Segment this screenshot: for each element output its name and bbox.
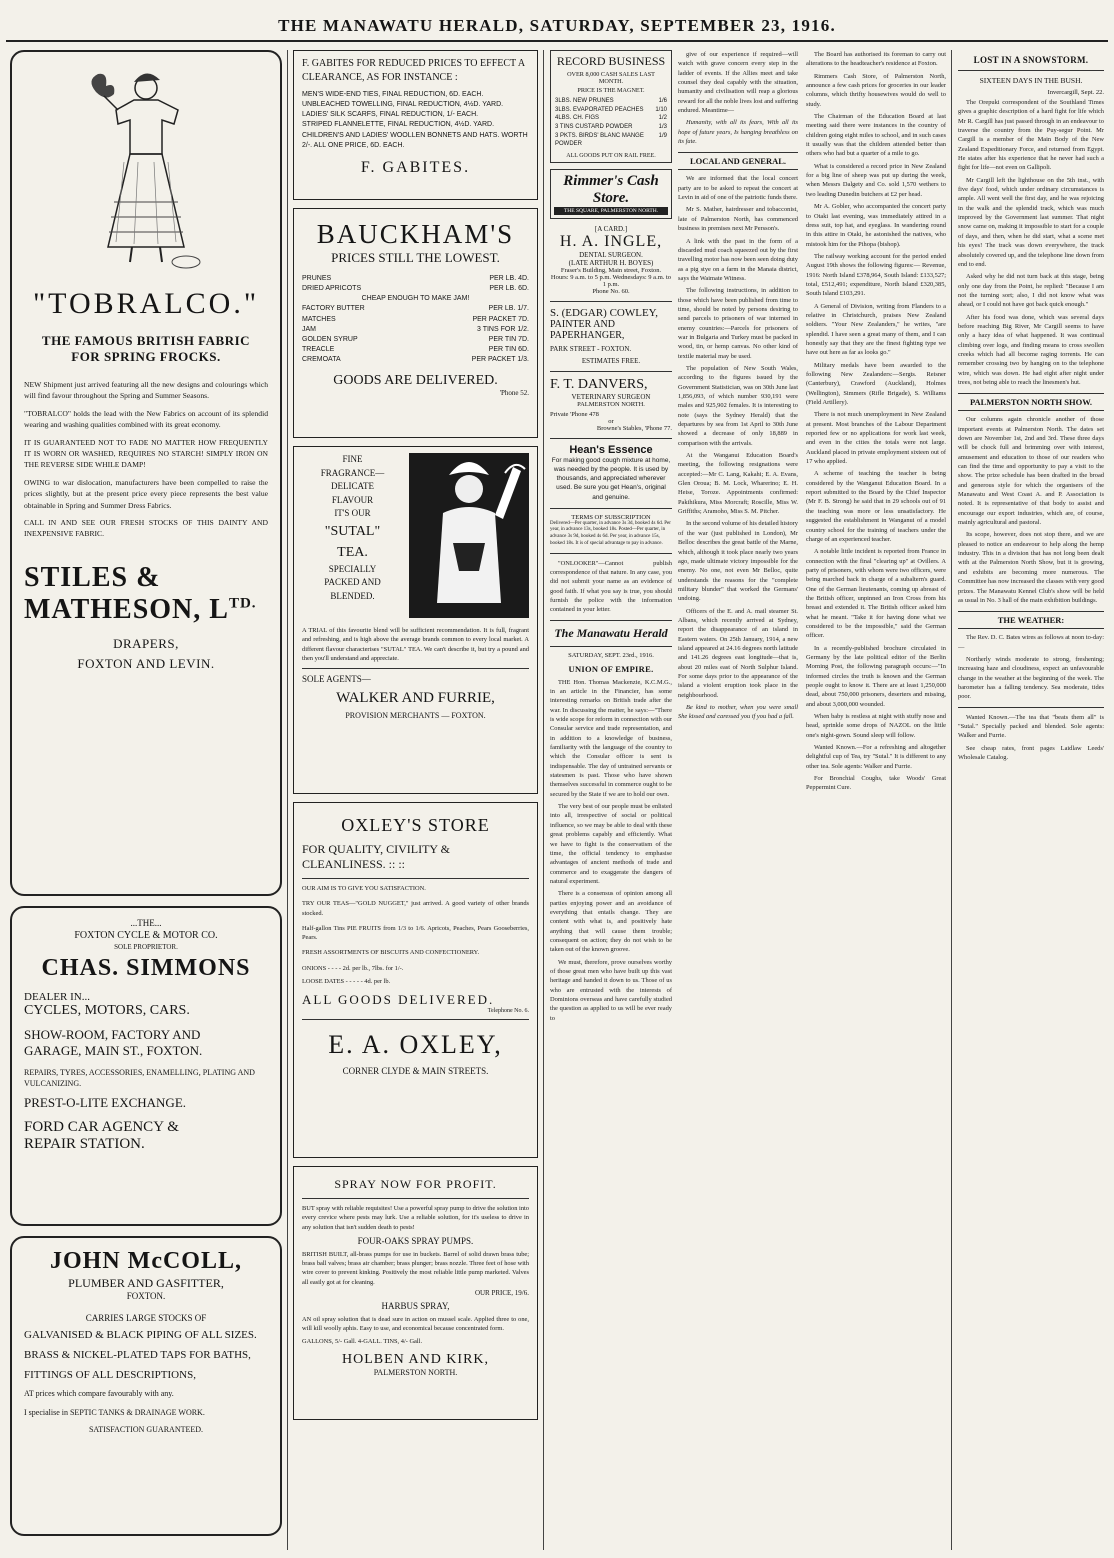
col4-item-8: Military medals have been awarded to the following New Zealanders:—Sergts. Reisner (Canterbury), Crawford (Auckland), Holmes (Wellington), Simmers (Rifle Brigade), S. Williams (Field Artillery). — [806, 361, 946, 407]
record-price-row — [555, 106, 667, 115]
col4-item-1: The Board has authorised its foreman to carry out alterations to the headteacher's residence at Foxton. — [806, 51, 946, 68]
onlooker-notice: "ONLOOKER"—Cannot publish correspondence of that nature. In any case, you did not submit your name as an evidence of good faith. If what you say is true, you should furnish the police with the information contained in your letter. — [550, 559, 672, 614]
oxley-dates: LOOSE DATES - - - - - 4d. per lb. — [302, 977, 391, 985]
bauckham-price-list — [302, 274, 529, 365]
sutal-agents-label: SOLE AGENTS— — [302, 674, 371, 685]
record-price-row-price: 1/2 — [658, 115, 667, 122]
bauckham-price-row — [302, 345, 529, 355]
column-3a — [550, 50, 672, 1550]
local-item-1: We are informed that the local concert party are to be asked to repeat the concert at Levin in aid of one of the patriotic funds there. — [678, 175, 798, 202]
record-price-row-label: 3LBS. NEW PRUNES — [555, 98, 614, 104]
snowstorm-heading: LOST IN A SNOWSTORM. — [973, 55, 1089, 65]
column-1 — [10, 50, 282, 1550]
rimmers-wordmark: Rimmer's Cash Store. — [563, 173, 659, 207]
divider — [958, 70, 1104, 71]
record-rail: ALL GOODS PUT ON RAIL FREE. — [566, 153, 656, 160]
stiles-drapers: DRAPERS, — [113, 636, 179, 652]
snowstorm-subheading: SIXTEEN DAYS IN THE BUSH. — [979, 76, 1083, 85]
col4-item-9: There is not much unemployment in New Zealand at present. Most branches of the Labour Department reported few or no applications for work last week, and even in the cities the totals were not large. Auckland placed in private employment sixteen out of 17 who applied. — [806, 411, 946, 466]
record-price-row — [555, 114, 667, 123]
record-price-row-price: 1/6 — [658, 98, 667, 104]
gabites-item: LADIES' SILK SCARFS, FINAL REDUCTION, 1/- EACH. — [302, 111, 479, 119]
cowley-ad — [550, 307, 672, 365]
record-price-row-price: 1/3 — [658, 124, 667, 131]
local-item-7: In the second volume of his detailed history of the war (just published in London), Mr Belloc describes the great battle of the Marne, which, although it took place nearly two years ago, made ultimate victory impossible for the enemy. No one, not even Mr Belloc, quite understands the reasons for the "complete military blunder" that worked the Germans' undoing. — [678, 520, 798, 603]
bauckham-price-row-label: GOLDEN SYRUP — [302, 335, 358, 343]
weather-para-2: Northerly winds moderate to strong, freshening; increasing haze and cloudiness, expect an unfavourable change in the weather at the beginning of the week. The barometer has a falling tendency. Sea moderate, tides poor. — [958, 655, 1104, 701]
harbus-prices: GALLONS, 5/- Gall. 4-GALL. TINS, 4/- Gall. — [302, 1337, 423, 1345]
record-heading: RECORD BUSINESS — [556, 54, 666, 68]
bauckham-price-row-price: PER PACKET 1/3. — [471, 356, 529, 364]
gabites-item: UNBLEACHED TOWELLING, FINAL REDUCTION, 4½D. YARD. — [302, 101, 504, 109]
danvers-private-phone: Private 'Phone 478 — [550, 411, 599, 419]
bauckham-tagline: PRICES STILL THE LOWEST. — [331, 250, 500, 265]
oxley-pie-fruits: Half-gallon Tins PIE FRUITS from 1/3 to 1/6. Apricots, Peaches, Pears Gooseberries, Pears. — [302, 924, 529, 942]
simmons-ford-1: FORD CAR AGENCY & — [24, 1118, 179, 1135]
danvers-stables-phone: Browne's Stables, 'Phone 77. — [596, 425, 672, 433]
tobralco-tagline-2: FOR SPRING FROCKS. — [71, 349, 221, 364]
bauckham-name: BAUCKHAM'S — [316, 219, 515, 249]
hean-ad — [550, 444, 672, 501]
terms-body: Delivered—Per quarter, in advance 3s 3d, booked 4s 6d. Per year, in advance 13s, booked 18s. Posted—Per quarter, in advance 3s 9d, booked 4s 6d. Per year, in advance 15s, booked 18s. It is of special advantage to pay in advance. — [550, 520, 671, 546]
local-item-5: The population of New South Wales, according to the figures issued by the Government Statistician, was on 30th June last 1,856,093, of which number 930,191 were males and 925,902 females. It is interesting to note (says the Sydney Herald) that the departures by sea from 1st April to 30th June showed a decrease of only 18,889 in comparison with the arrivals. — [678, 364, 798, 447]
column-2 — [293, 50, 538, 1550]
record-business-ad — [550, 50, 672, 163]
oxley-divider-2 — [302, 1019, 529, 1020]
local-item-3: A link with the past in the form of a discarded mud coach squeezed out by the first travelling motor has now been seen doing duty as a pig stye on a farm in the Manaia district, says the Waimate Witness. — [678, 237, 798, 282]
weather-heading: THE WEATHER: — [958, 611, 1104, 629]
bauckham-price-row-label: PRUNES — [302, 275, 332, 282]
oxley-delivered: ALL GOODS DELIVERED. — [302, 992, 495, 1008]
record-price-row-price: 1/10 — [655, 106, 667, 113]
divider — [550, 553, 672, 554]
record-magnet: PRICE IS THE MAGNET. — [577, 87, 645, 94]
bauckham-delivered: GOODS ARE DELIVERED. — [333, 373, 498, 389]
oxley-tagline-1: FOR QUALITY, CIVILITY & — [302, 842, 450, 856]
ingle-card: [A CARD.] — [594, 225, 628, 234]
oxley-biscuits: FRESH ASSORTMENTS OF BISCUITS AND CONFECTIONERY. — [302, 949, 480, 957]
divider — [550, 438, 672, 439]
union-para-3: There is a consensus of opinion among all parties enjoying power and an avoidance of everything that entails change. They are content with what is, and positively hate anything that will cause them trouble; consequent on action; they do not wish to be taken out of the known groove. — [550, 890, 672, 954]
col4-item-12: In a recently-published brochure circulated in Germany by the late political editor of the Berlin Morning Post, the following paragraph occurs:—"In informed circles the truth is known and the German people ought to know it. There are at least 1,250,000 dead, about 750,000 prisoners, deserters and missing, and about 3,000,000 wounded. — [806, 644, 946, 708]
record-price-row — [555, 97, 667, 106]
bauckham-price-row-label: DRIED APRICOTS — [302, 285, 362, 293]
sutal-slogan: FINE FRAGRANCE— DELICATE FLAVOUR IT'S OUR "SUTAL" TEA. SPECIALLY PACKED AND BLENDED. — [320, 454, 385, 601]
herald-date: SATURDAY, SEPT. 23rd., 1916. — [568, 651, 654, 659]
ingle-phone: Phone No. 60. — [592, 288, 630, 296]
spray-intro: BUT spray with reliable requisites! Use a powerful spray pump to drive the solution into every crevice where pests may lurk. Use a reliable solution, for it's useless to drive in any solution that isn't sudden death to pests! — [302, 1205, 529, 1231]
col4-item-7: A General of Division, writing from Flanders to a relative in Christchurch, praises New Zealand soldiers. "Your New Zealanders," he writes, "are splendid. I have seen a great many of them, and I can honestly say that they are the finest fighting type we have out here as far as looks go." — [806, 302, 946, 357]
gabites-items — [302, 90, 529, 151]
col4-item-4: What is considered a record price in New Zealand for a big line of sheep was put up during the week, when Messrs Dalgety and Co. sold 1,570 wethers to two leading Dunedin butchers at £2 per head. — [806, 162, 946, 198]
snowstorm-para-1: The Orepuki correspondent of the Southland Times gives a graphic description of a hard fight for life which Mr R. Cargill has just passed through in an endeavour to traverse the country from the Puy-segur Point. Mr Cargill is a member of the Main Body of the New Zealand Expeditionary Force, and returned from Egypt. He states after his experience that he never had such a fight for life—not even on Gallipoli. — [958, 99, 1104, 172]
bauckham-price-row-label: MATCHES — [302, 315, 336, 323]
gabites-name: F. GABITES. — [360, 158, 471, 176]
show-para-2: Its scope, however, does not stop there, and we are pleased to notice an endeavour to help along the hemp industry. This in a division that has not long been dealt with at the Palmerston North Show, but it is growing, and exhibits are becoming more numerous. The Committee has now increased the classes with very good prizes. The Manawatu Kennel Club's show will be held as usual in No. 3 hall of the main exhibition buildings. — [958, 531, 1104, 604]
simmons-showroom-2: GARAGE, MAIN ST., FOXTON. — [24, 1042, 203, 1058]
column-rule — [287, 50, 288, 1550]
simmons-proprietor: SOLE PROPRIETOR. — [114, 943, 178, 951]
ingle-role: DENTAL SURGEON. — [579, 251, 643, 260]
divider — [550, 301, 672, 302]
local-verse: Be kind to mother, when you were small She kissed and caressed you if you had a fall. — [678, 704, 798, 721]
newspaper-title: THE MANAWATU HERALD, SATURDAY, SEPTEMBER 23, 1916. — [278, 16, 836, 35]
danvers-name: F. T. DANVERS, — [550, 377, 648, 393]
tobralco-brand: "TOBRALCO." — [32, 287, 260, 320]
col4-item-14: Wanted Known.—For a refreshing and altogether delightful cup of Tea, try "Sutal." It is different to any other tea. Sole agents: Walker and Furrie. — [806, 744, 946, 770]
oxley-telephone: Telephone No. 6. — [487, 1008, 529, 1015]
masthead — [0, 0, 1114, 44]
record-price-row-price: 1/9 — [658, 132, 667, 139]
gabites-item: STRIPED FLANNELETTE, FINAL REDUCTION, 4½D. YARD. — [302, 121, 495, 129]
bauckham-price-row-price: PER TIN 7D. — [488, 335, 529, 343]
col4-item-13: When baby is restless at night with stuffy nose and head, sprinkle some drops of NAZOL on the little one's night-gown. Sound sleep will follow. — [806, 713, 946, 739]
column-rule — [951, 50, 952, 1550]
divider — [550, 646, 672, 647]
gabites-heading: F. GABITES FOR REDUCED PRICES TO EFFECT A CLEARANCE, AS FOR INSTANCE : — [302, 58, 525, 83]
col4-item-11: A notable little incident is reported from France in connection with the final "clearing up" at Ovillers. A party of prisoners, with whom were two officers, were being marched back in charge of a subaltern's guard. One of the German lieutenants, coming up abreast of the British officer, unpinned an Iron Cross from his breast and extended it. The British officer asked him what he meant. "Take it for having done what we considered to be the impossible," said the German officer. — [806, 548, 946, 640]
hean-heading: Hean's Essence — [569, 444, 653, 457]
simmons-repairs: REPAIRS, TYRES, ACCESSORIES, ENAMELLING, PLATING AND VULCANIZING. — [24, 1067, 255, 1088]
column-3b — [678, 50, 798, 1550]
record-price-row-label: 4LBS. CH. FIGS — [555, 115, 600, 122]
sutal-divider — [302, 668, 529, 669]
bauckham-price-row-price: PER LB. 1/7. — [488, 305, 529, 313]
sutal-agents-trade: PROVISION MERCHANTS — FOXTON. — [345, 711, 486, 721]
bauckham-price-row — [302, 335, 529, 345]
snowstorm-para-2: Mr Cargill left the lighthouse on the 5th inst., with five days' food, which under ordinary circumstances is ample. All went well the first day, and he was rejoicing in the walk and the splendid track, which was much improved by the Government last summer. That night snow came on, making it impossible to start for a couple of days, and then, when he did start, what a scene met his eyes! The track was down everywhere, the track absolutely covered up, and the telephone line down from end to end. — [958, 176, 1104, 268]
local-item-8: Officers of the E. and A. mail steamer St. Albans, which recently arrived at Sydney, report the disappearance of an island in Eastern waters. On 25th January, 1914, a new island appeared at 24.16 degrees north latitude and 141.26 degrees east longitude—that is, about 20 miles east of North Sulphur Island. For some days prior to the appearance of the island a violent eruption took place in the neighbourhood. — [678, 607, 798, 699]
bauckham-phone: 'Phone 52. — [499, 389, 529, 398]
simmons-name: CHAS. SIMMONS — [41, 955, 251, 981]
bauckham-price-row-price: PER LB. 4D. — [489, 275, 529, 282]
bauckham-price-row — [302, 274, 529, 284]
divider — [550, 508, 672, 509]
rimmers-logo — [550, 169, 672, 219]
ingle-ad — [550, 225, 672, 295]
union-heading: UNION OF EMPIRE. — [568, 663, 654, 674]
wanted-known: Wanted Known.—The tea that "beats them all" is "Sutal." Specially packed and blended. Sole agents: Walker and Furrie. — [958, 713, 1104, 740]
hean-body: For making good cough mixture at home, was needed by the people. It is used by thousands, and appreciated wherever used. Be sure you get Hean's, original and genuine. — [551, 457, 671, 501]
mccoll-trade: PLUMBER AND GASFITTER, — [68, 1275, 224, 1290]
mccoll-line-5: AT prices which compare favourably with any. — [24, 1388, 174, 1398]
cowley-estimates: ESTIMATES FREE. — [581, 357, 641, 366]
spray-divider — [302, 1198, 529, 1199]
divider — [550, 371, 672, 372]
union-verse: Humanity, with all its fears, With all its hope of future years, Is hanging breathless on its fate. — [678, 119, 798, 146]
record-price-list — [555, 97, 667, 149]
snowstorm-para-3: Asked why he did not turn back at this stage, being only one day from the Point, he replied: "Because I am not the turning sort; also, I did not know what was ahead, or I could not have got back quick enough." — [958, 273, 1104, 309]
record-price-row — [555, 123, 667, 132]
bauckham-price-row — [302, 284, 529, 294]
weather-para-1: The Rev. D. C. Bates wires as follows at noon to-day:— — [958, 634, 1104, 651]
snowstorm-dateline: Invercargill, Sept. 22. — [1047, 89, 1104, 96]
bauckham-price-row-label: CHEAP ENOUGH TO MAKE JAM! — [361, 295, 470, 303]
divider — [550, 620, 672, 621]
oxley-name: OXLEY'S STORE — [341, 815, 490, 835]
stiles-matheson-name-1: STILES & — [24, 561, 161, 593]
oxley-address: CORNER CLYDE & MAIN STREETS. — [342, 1066, 489, 1077]
mccoll-line-2: GALVANISED & BLACK PIPING OF ALL SIZES. — [24, 1328, 257, 1341]
cheap-rates: See cheap rates, front pages Laidlaw Leeds' Wholesale Catalog. — [958, 744, 1104, 761]
danvers-or: or — [608, 418, 614, 426]
bauckham-price-row — [302, 315, 529, 325]
bauckham-price-row-label: JAM — [302, 325, 316, 333]
spray-ad — [293, 1166, 538, 1420]
herald-nameplate: The Manawatu Herald — [554, 625, 668, 640]
simmons-ford-2: REPAIR STATION. — [24, 1135, 145, 1152]
oxley-proprietor: E. A. OXLEY, — [328, 1030, 503, 1060]
sutal-description: A TRIAL of this favourite blend will be sufficient recommendation. It is full, fragrant and refreshing, and is high above the average brands common to every local market. A different flavour characterises "SUTAL" TEA. We can't describe it, but try a pound and then you'll understand and appreciate. — [302, 627, 529, 662]
spray-pump-price: OUR PRICE, 19/6. — [474, 1288, 529, 1297]
mccoll-line-7: SATISFACTION GUARANTEED. — [88, 1424, 204, 1434]
simmons-cycles: CYCLES, MOTORS, CARS. — [24, 1002, 190, 1018]
simmons-prestolite: PREST-O-LITE EXCHANGE. — [24, 1094, 187, 1110]
record-price-row — [555, 132, 667, 149]
bauckham-price-row — [302, 304, 529, 314]
gabites-item: MEN'S WIDE-END TIES, FINAL REDUCTION, 6D. EACH. — [302, 91, 484, 98]
cowley-trade: PAINTER AND PAPERHANGER, — [550, 319, 625, 342]
danvers-ad — [550, 377, 672, 432]
ingle-late: (LATE ARTHUR H. BOYES) — [568, 259, 654, 268]
gabites-ad — [293, 50, 538, 200]
bauckham-price-row-price: PER PACKET 7D. — [472, 315, 529, 323]
bauckham-price-row-price: PER LB. 6D. — [489, 285, 529, 293]
bauckham-price-row-price: 3 TINS FOR 1/2. — [477, 325, 529, 333]
rimmers-address: THE SQUARE, PALMERSTON NORTH. — [554, 207, 668, 215]
bauckham-price-row — [302, 294, 529, 304]
terms-notice — [550, 514, 672, 548]
oxley-tagline-2: CLEANLINESS. :: :: — [302, 857, 406, 871]
column-rule — [543, 50, 544, 1550]
record-price-row-label: 3 PKTS. BIRDS' BLANC MANGE POWDER — [555, 132, 644, 148]
col4-item-3: The Chairman of the Education Board at last meeting said there were instances in the country of children going eight miles to school, and in such cases it usually was that the children attended better than others who had but a quarter of a mile to go. — [806, 113, 946, 158]
bauckham-ad — [293, 208, 538, 438]
oxley-ad — [293, 802, 538, 1158]
mccoll-line-6: I specialise in SEPTIC TANKS & DRAINAGE WORK. — [24, 1407, 205, 1417]
masthead-rule — [6, 40, 1108, 42]
cowley-address: PARK STREET - FOXTON. — [550, 345, 632, 354]
oxley-onions: ONIONS - - - - 2d. per lb., 7lbs. for 1/-. — [302, 964, 404, 972]
union-continued: give of our experience if required—will watch with grave concern every step in the ladder of events. If the Allies meet and take counsel they deal capably with the situation, humanity and civilisation will reap a glorious reward for all the noble lives lost and suffering endured. Meantime— — [678, 51, 798, 115]
tea-herald-illustration — [409, 453, 529, 618]
holben-kirk-name: HOLBEN AND KIRK, — [341, 1351, 490, 1367]
simmons-dealer: DEALER IN... — [24, 990, 90, 1003]
oxley-divider-1 — [302, 878, 529, 879]
tobralco-para-3: IT IS GUARANTEED NOT TO FADE NO MATTER HOW FREQUENTLY IT IS WORN OR WASHED, REQUIRES NO STARCH! SIMPLY IRON ON THE REVERSE SIDE WHILE DAMP! — [24, 437, 268, 470]
mccoll-line-3: BRASS & NICKEL-PLATED TAPS FOR BATHS, — [24, 1348, 251, 1361]
record-price-row-label: 3 TINS CUSTARD POWDER — [555, 124, 633, 131]
tobralco-ad — [10, 50, 282, 896]
tobralco-para-4: OWING to war dislocation, manufacturers have been compelled to raise the prices slightly, but at the present price every piece represents the best value obtainable in Spring and Summer Dress Fabrics. — [24, 477, 268, 510]
snowstorm-para-4: After his food was done, which was several days before reaching Big River, Mr Cargill seems to have only a hazy idea of what happened. It was continual climbing over logs, and finding means to cross swollen creeks which had all become raging torrents. He can remember crossing two by hanging on to the telephone wire, which was down. He had eight after night under trees, not being able to reach the linesmen's hut. — [958, 313, 1104, 386]
local-item-6: At the Wanganui Education Board's meeting, the following resignations were accepted:—Mr C. Lang, Kakahi; E. A. Evans, Glen Oroua; B. M. Lock, Wharerino; E. H. Heise, Toroze. Appointments confirmed: Pakihikura, Miss Morcraft; Roscille, Miss W. Griffiths; Aramoho, Miss S. M. Pitcher. — [678, 452, 798, 516]
stiles-towns: FOXTON AND LEVIN. — [77, 656, 215, 672]
oxley-aim: OUR AIM IS TO GIVE YOU SATISFACTION. — [302, 885, 426, 892]
fashion-lady-illustration — [76, 62, 216, 277]
bauckham-price-row — [302, 325, 529, 335]
mccoll-place: FOXTON. — [126, 1290, 166, 1301]
column-4 — [806, 50, 946, 1550]
col4-item-15: For Bronchial Coughs, take Woods' Great Peppermint Cure. — [806, 775, 946, 792]
ingle-address: Fraser's Building, Main street, Foxton. — [560, 267, 662, 275]
local-general-heading: LOCAL AND GENERAL. — [678, 152, 798, 170]
oxley-teas: TRY OUR TEAS—"GOLD NUGGET," just arrived. A good variety of other brands stocked. — [302, 900, 529, 917]
harbus-heading: HARBUS SPRAY, — [381, 1300, 450, 1311]
local-item-4: The following instructions, in addition to those which have been published from time to time, should be noted by persons desiring to send parcels to prisoners of war interned in enemy countries:—Parcels for prisoners of war in Bulgaria and Turkey must be packed in wood, tin, or hemp canvas. No other kind of textile material may be used. — [678, 287, 798, 360]
harbus-description: AN oil spray solution that is dead sure in action on mussel scale. Applied three to one, will kill woolly aphis. Easy to use, and economical because concentrated form. — [302, 1315, 529, 1333]
ingle-name: H. A. INGLE, — [559, 233, 663, 251]
terms-heading: TERMS OF SUBSCRIPTION — [571, 513, 651, 521]
bauckham-price-row — [302, 355, 529, 365]
union-para-1: THE Hon. Thomas Mackenzie, K.C.M.G., in an article in the Financier, has some interesting remarks on British trade after the war. In discussing the matter, he says:—"There is wide scope for reform in connection with our Consular service and trade representation, and in addition to a knowledge of business, familiarity with the language of the country to which the Consular officer is sent is indispensable. The day of untrained servants or statesmen is past. Those who have shown themselves successful in commerce ought to be secured by the State if we are to hold our own. — [550, 678, 672, 798]
divider — [958, 707, 1104, 708]
col4-item-6: The railway working account for the period ended August 19th shows the following figures:— Revenue, 1916: North Island £378,964, South Island: £133,527; total, £512,491; expenditure, North Island £320,385, South Island £103,291. — [806, 252, 946, 298]
simmons-showroom-1: SHOW-ROOM, FACTORY AND — [24, 1026, 201, 1042]
cowley-name: S. (EDGAR) COWLEY, — [550, 307, 658, 320]
bauckham-price-row-label: CREMOATA — [302, 356, 341, 364]
sutal-agents-firm: WALKER AND FURRIE, — [336, 690, 495, 707]
holben-kirk-place: PALMERSTON NORTH. — [373, 1367, 458, 1377]
show-heading: PALMERSTON NORTH SHOW. — [958, 393, 1104, 411]
simmons-the: ...THE... — [130, 918, 162, 928]
danvers-role: VETERINARY SURGEON — [571, 393, 651, 402]
danvers-place: PALMERSTON NORTH. — [577, 401, 645, 409]
mccoll-name: JOHN McCOLL, — [50, 1248, 242, 1274]
record-price-row-label: 3LBS. EVAPORATED PEACHES — [555, 106, 644, 113]
local-item-2: Mr S. Mather, hairdresser and tobacconist, late of Palmerston North, has commenced business in premises next Mr Persson's. — [678, 206, 798, 233]
spray-pumps-heading: FOUR-OAKS SPRAY PUMPS. — [357, 1235, 474, 1246]
mccoll-ad — [10, 1236, 282, 1536]
mccoll-line-4: FITTINGS OF ALL DESCRIPTIONS, — [24, 1368, 196, 1381]
sutal-ad — [293, 446, 538, 794]
ingle-hours: Hours: 9 a.m. to 5 p.m. Wednesdays: 9 a.m. to 1 p.m. — [550, 274, 672, 289]
col4-item-2: Rimmers Cash Store, of Palmerston North, announce a few cash prices for groceries in our leader columns, which thrifty housewives would do well to study. — [806, 72, 946, 108]
mccoll-line-1: CARRIES LARGE STOCKS OF — [85, 1312, 207, 1323]
record-over: OVER 8,000 CASH SALES LAST MONTH. — [567, 71, 655, 85]
union-para-4: We must, therefore, prove ourselves worthy of those great men who have built up this vast heritage and handed it down to us. Those of us who are entrusted with the interests of Dominions overseas and have carefully studied the question as applied to us will be ever ready to — [550, 958, 672, 1022]
simmons-ad — [10, 906, 282, 1226]
stiles-matheson-name-2: MATHESON, $L^{TD.}$ — [24, 593, 257, 625]
bauckham-price-row-label: FACTORY BUTTER — [302, 305, 365, 313]
spray-pumps-description: BRITISH BUILT, all-brass pumps for use in buckets. Barrel of solid drawn brass tube; brass ball valves; brass air chamber; brass plunger; brass nozzle. Three feet of hose with wire cover to prevent kinking. Positively the most reliable little pump marketed. Valves all easily got at for cleaning. — [302, 1250, 529, 1286]
bauckham-price-row-price: PER TIN 6D. — [488, 345, 529, 353]
spray-heading: SPRAY NOW FOR PROFIT. — [334, 1177, 497, 1191]
tobralco-para-5: CALL IN AND SEE OUR FRESH STOCKS OF THIS DAINTY AND INEXPENSIVE FABRIC. — [24, 517, 268, 539]
simmons-company: FOXTON CYCLE & MOTOR CO. — [74, 930, 218, 941]
show-para-1: Our columns again chronicle another of those important events at Palmerston North. The dates set down are November 1st, 2nd and 3rd. These three days will be chock full and brimming over with interest, amusement and education to those of our readers who can find the time and opportunity to pay a visit to the show. The prize schedule has been drafted in the broad and generous style for which the organisers of the Manawatu and West Coast A. and P. Association is noted. It is representative of that body to assist and encourage our export industries, which are, of course, mainly agricultural and pastoral. — [958, 416, 1104, 527]
bauckham-price-row-label: TREACLE — [302, 345, 335, 353]
union-para-2: The very best of our people must be enlisted into all, irrespective of social or political influence, so we may be able to deal with these great problems capably and efficiently. What we have to fight is the conservatism of the time, the official tendency to emphasise advantages of ancient methods of trade and commerce and to exaggerate the dangers of natural experiment. — [550, 803, 672, 885]
gabites-item: CHILDREN'S AND LADIES' WOOLLEN BONNETS AND HATS. WORTH 2/-. ALL ONE PRICE, 6D. EACH. — [302, 131, 528, 149]
ltd-superscript: TD. — [228, 595, 257, 612]
col4-item-10: A scheme of teaching the teacher is being considered by the Wanganui Education Board. In a report submitted to the Board by the Chief Inspector (Mr F. B. Strong) he said that in 29 schools out of 91 the teaching was more or less unsatisfactory. He suggested the establishment in Wanganui of a model country school for the training of teachers under the charge of an experienced teacher. — [806, 470, 946, 543]
tobralco-para-1: NEW Shipment just arrived featuring all the new designs and colourings which will find favour throughout the Spring and Summer Seasons. — [24, 380, 268, 401]
col4-item-5: Mr A. Gobler, who accompanied the concert party to Otaki last evening, was immediately attired in a dress suit, top hat, and eyeglass. In wandering round in this attire in Otaki, he astonished the natives, who mistook him for the Pihopa (bishop). — [806, 203, 946, 248]
column-5 — [958, 50, 1104, 1550]
tobralco-tagline-1: THE FAMOUS BRITISH FABRIC — [41, 333, 251, 348]
tobralco-para-2: "TOBRALCO" holds the lead with the New Fabrics on account of its splendid wearing and washing qualities combined with its great economy. — [24, 408, 268, 430]
